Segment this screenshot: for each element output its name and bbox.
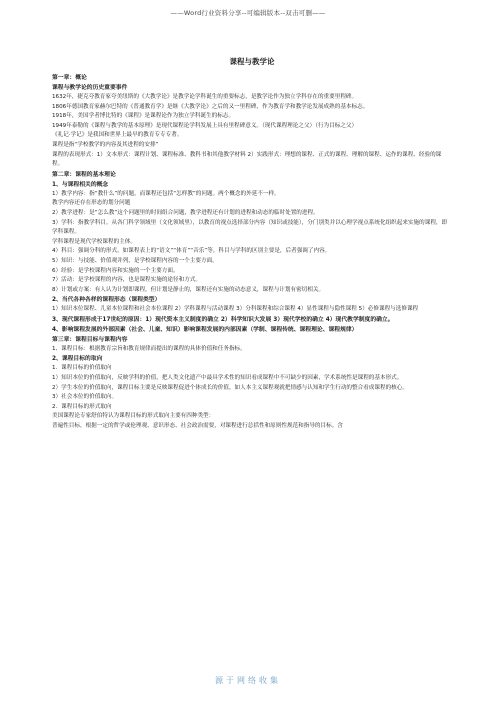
- paragraph: 普遍性目标，根据一定的哲学或伦理观、意识形态、社会政治需要，对课程进行总括性和原则性规范和指导的目标。含: [52, 423, 343, 430]
- paragraph: 1．课程目标的价值取向: [52, 365, 112, 372]
- paragraph: 《礼记·学记》是我国和世界上最早的教育专专专著。: [52, 132, 183, 139]
- section-heading: 课程与教学论的历史重要事件: [52, 85, 128, 91]
- paragraph: 1806年德国教育家赫尔巴特的《普通教育学》是继《大教学论》之后的又一里程碑，作为教育学和教学论发展成熟的基本标志。: [52, 103, 369, 110]
- paragraph: 7）活动：是学校课程的内容，也是课程实施的途径和方式。: [52, 277, 201, 284]
- paragraph: 5）知识：与技能、价值观并列，是学校课程内容的一个主要方面。: [52, 257, 218, 264]
- page-footer: 源于网络收集: [215, 676, 281, 685]
- paragraph: 教学内容还存在形态的划分问题: [52, 200, 131, 207]
- paragraph: 1632年，捷克夸教育家夸美纽斯的《大教学论》是教学论学科诞生的重要标志，是教学论作为独立学科存在的重要里程碑。: [52, 94, 358, 100]
- document-body: [52, 73, 452, 432]
- section-heading: 2、课程目标的取向: [52, 356, 103, 363]
- paragraph: 2．课程目标的形式取向: [52, 403, 112, 410]
- paragraph: 学科课程是现代学校课程的主体。: [52, 238, 136, 245]
- paragraph: 课程的表现形式：1）文本形式：课程计划、课程标准、教科书和其他教学材料 2）实践形式：理想的课程、正式的课程、理解的课程、运作的课程、经验的课程。: [52, 151, 442, 168]
- paragraph: 2）学生本位的价值取向，课程目标主要是反映课程促进个体成长的价值，如人本主义课程观就把情感与认知和学生行动的整合看成课程的核心。: [52, 384, 408, 391]
- paragraph: 1918年，美国学者博比特的《课程》是课程论作为独立学科诞生的标志。: [52, 113, 235, 120]
- paragraph: 6）经验：是学校课程内容和实施的一个主要方面。: [52, 267, 179, 274]
- paragraph: 3）学科：指教学科目。从各门科学领域里（文化领域里），以教育的视点选择部分内容（知识或技能），分门别类并以心理学视点系统化组织起来实施的课程，即学科课程。: [52, 219, 448, 236]
- paragraph: 1、课程目标：根据教育宗旨和教育规律而提出的课程的具体价值和任务指标。: [52, 345, 246, 352]
- paragraph: 2）教学进程：是“怎么教”这个问题里的时间组合问题，教学进程还有计划的进程和动态的临时处置的进程。: [52, 209, 319, 216]
- paragraph: 课程是指“学校教学的内容及其进程的安排”: [52, 141, 159, 148]
- section-heading: 4、影响课程发展的外部因素（社会、儿童、知识）影响课程发展的内部因素（学制、课程传统、课程理论、课程规律）: [52, 326, 358, 333]
- paragraph: 1949年泰勒的《课程与教学的基本原理》是现代课程论学科发展上具有里程碑意义。（现代课程理论之父）（行为目标之父）: [52, 122, 358, 129]
- paragraph: 1）知识本位课程、儿童本位课程和社会本位课程 2）学科课程与活动课程 3）分科课程和综合课程 4）显性课程与隐性课程 5）必修课程与选修课程: [52, 306, 419, 313]
- section-heading: 1、与课程相关的概念: [52, 181, 109, 188]
- section-heading: 第三章：课程目标与课程内容: [52, 336, 128, 343]
- section-heading: 2、当代各种各样的课程形态（课程类型）: [52, 297, 161, 304]
- section-heading: 第二章：课程的基本理论: [52, 171, 116, 178]
- paragraph: 美国课程论专家舒伯特认为课程目标的形式取向主要有四种类型：: [52, 413, 215, 420]
- paragraph: 1）教学内容：指“教什么”的问题，而课程还包括“怎样教”的问题。两个概念的外延不一样。: [52, 190, 280, 197]
- section-heading: 3、现代课程形成于17世纪的原因：1）现代资本主义制度的确立 2）科学知识大发展 3）现代学校的确立 4）现代教学制度的确立。: [52, 316, 394, 323]
- paragraph: 4）科目：强调分科的形式。如课程表上的“语文”“体育”“音乐”等。科目与学科的区别主要是，后者强调了内容。: [52, 248, 331, 255]
- section-heading: 第一章：概论: [52, 75, 87, 81]
- document-page: [52, 56, 452, 432]
- paragraph: 1）知识本位的价值取向，反映学科的价值，把人类文化遗产中最具学术性的知识看成课程中不可缺少的因素，学术系统性是课程的基本形式。: [52, 375, 403, 382]
- paragraph: 8）计划或方案：有人认为计划即课程，但计划是静止的，课程还有实施的动态意义，课程与计划有密切相关。: [52, 286, 325, 293]
- paragraph: 3）社会本位的价值取向。: [52, 394, 118, 401]
- page-header: ——Word行业资料分享--可编辑版本--双击可删——: [170, 9, 326, 17]
- document-title: 课程与教学论: [229, 57, 275, 66]
